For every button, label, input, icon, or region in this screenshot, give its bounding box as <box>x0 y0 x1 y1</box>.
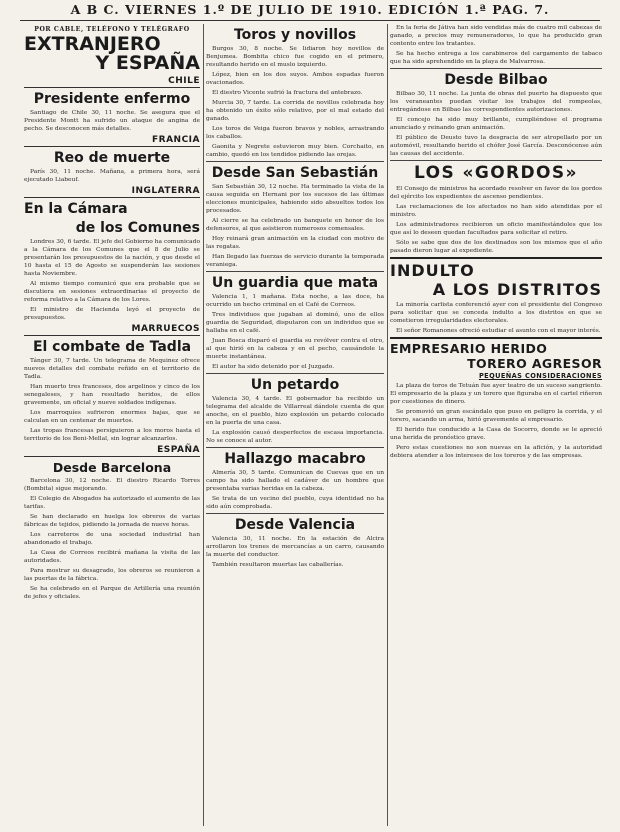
article-paragraph: Se trata de un vecino del pueblo, cuya identidad no ha sido aún comprobada. <box>206 496 384 510</box>
article-paragraph: Al mismo tiempo comunicó que era probable que se discutiera en sesiones extraordinarias el proyecto de reforma relativo a la Cámara de los Lores. <box>24 280 200 303</box>
article-paragraph: Las tropas francesas persiguieron a los moros hasta el territorio de los Beni-Mellal, sin lograr alcanzarlos. <box>24 427 200 442</box>
article-paragraph: Han muerto tres franceses, dos argelinos y cinco de los senegaleses, y han resultado heridos, de ellos gravemente, un oficial y nueve soldados indígenas. <box>24 383 200 406</box>
article-headline: TORERO AGRESOR <box>467 356 602 371</box>
article-headline: Toros y novillos <box>233 27 357 43</box>
article-headline: LOS «GORDOS» <box>414 163 578 183</box>
article-headline: Desde Bilbao <box>444 72 548 88</box>
divider <box>206 271 384 272</box>
article-headline: El combate de Tadla <box>32 338 192 355</box>
article-headline: En la Cámara <box>24 200 128 217</box>
article-paragraph: Burgos 30, 8 noche. Se lidiaron hoy novillos de Benjumea. Bombita chico fue cogido en el primero, resultando herido en el muslo izquierdo. <box>206 46 384 68</box>
article-headline: A LOS DISTRITOS <box>432 280 602 299</box>
article-paragraph: El señor Romanones ofreció estudiar el asunto con el mayor interés. <box>396 328 601 334</box>
country-label: INGLATERRA <box>24 186 200 198</box>
article-paragraph: El herido fue conducido a la Casa de Socorro, donde se le apreció una herida de pronóstico grave. <box>390 427 602 441</box>
divider <box>206 513 384 514</box>
column-regional-news <box>390 24 602 826</box>
article-paragraph: El autor ha sido detenido por el Juzgado. <box>212 364 335 370</box>
article-paragraph: El ministro de Hacienda leyó el proyecto de presupuestos. <box>24 306 200 321</box>
article-paragraph: También resultaron muertas las caballerías. <box>212 562 344 568</box>
agency-line: POR CABLE, TELÉFONO Y TELÉGRAFO <box>34 26 190 33</box>
article-paragraph: Hoy reinará gran animación en la ciudad con motivo de las regatas. <box>206 236 384 250</box>
article-paragraph: Sólo se sabe que dos de los destinados son los mismos que el año pasado dieron lugar al expediente. <box>390 240 602 254</box>
article-paragraph: Valencia 30, 11 noche. En la estación de Alcira arrollaron los trenes de mercancías a un carro, causando la muerte del conductor. <box>206 536 384 558</box>
column-foreign-news <box>24 24 200 826</box>
article-paragraph: El diestro Vicente sufrió la fractura del antebrazo. <box>212 90 363 96</box>
article-paragraph: Los administradores recibieron un oficio manifestándoles que los que así lo deseen quedan facultados para solicitar el retiro. <box>390 222 602 236</box>
article-paragraph: La Casa de Correos recibirá mañana la visita de las autoridades. <box>24 549 200 564</box>
column-rule <box>203 24 204 826</box>
article-paragraph: Para mostrar su desagrado, los obreros se reunieron a las puertas de la fábrica. <box>24 567 200 582</box>
article-paragraph: Murcia 30, 7 tarde. La corrida de novillos celebrada hoy ha obtenido un éxito sólo relativo, por el mal estado del ganado. <box>206 100 384 122</box>
article-paragraph: La plaza de toros de Tetuán fue ayer teatro de un suceso sangriento. El empresario de la plaza y un torero que figuraba en el cartel riñeron por cuestiones de dinero. <box>390 383 602 405</box>
country-label: MARRUECOS <box>24 324 200 336</box>
article-paragraph: Las reclamaciones de los afectados no han sido atendidas por el ministro. <box>390 204 602 218</box>
article-paragraph: Pero estas cuestiones no son nuevas en la afición, y la autoridad debiera atender a los intereses de los toreros y de las empresas. <box>390 445 602 459</box>
article-headline: Reo de muerte <box>53 149 171 166</box>
article-paragraph: Los toros de Veiga fueron bravos y nobles, arrastrando los caballos. <box>206 126 384 140</box>
divider <box>390 337 602 339</box>
article-subheadline: PEQUEÑAS CONSIDERACIONES <box>478 372 602 380</box>
article-paragraph: Barcelona 30, 12 noche. El diestro Ricardo Torres (Bombita) sigue mejorando. <box>24 477 200 492</box>
article-paragraph: Tánger 30, 7 tarde. Un telegrama de Mequinez ofrece nuevos detalles del combate reñido en el territorio de Tadla. <box>24 357 200 380</box>
article-headline: Presidente enfermo <box>33 90 191 107</box>
article-paragraph: París 30, 11 noche. Mañana, a primera hora, será ejecutado Liabeuf. <box>24 168 200 183</box>
article-paragraph: Se ha hecho entrega a los carabineros del cargamento de tabaco que ha sido aprehendido en la playa de Malvarrosa. <box>390 51 602 65</box>
article-paragraph: Los marroquíes sufrieron enormes bajas, que se calculan en un centenar de muertos. <box>24 409 200 424</box>
article-paragraph: Los carreteros de una sociedad industrial han abandonado el trabajo. <box>24 531 200 546</box>
article-paragraph: Bilbao 30, 11 noche. La junta de obras del puerto ha dispuesto que los veraneantes puedan visitar los trabajos del rompeolas, entregándose en Bilbao las correspondientes autorizaciones. <box>390 91 602 113</box>
divider <box>206 161 384 162</box>
section-title: Y ESPAÑA <box>95 52 200 75</box>
article-headline: Desde Valencia <box>234 517 356 533</box>
article-paragraph: El público de Deusto tuvo la desgracia de ser atropellado por un automóvil, resultando herido el chófer José García. Desconócense aún las causas del accidente. <box>390 135 602 157</box>
article-headline: Un petardo <box>250 377 340 393</box>
country-label: FRANCIA <box>24 135 200 147</box>
article-paragraph: Gaonita y Negrete estuvieron muy bien. Corchaito, en cambio, quedó en los tendidos pidiendo las orejas. <box>206 144 384 158</box>
country-label: CHILE <box>24 76 200 88</box>
divider <box>206 447 384 448</box>
column-national-news <box>206 24 384 826</box>
article-headline: de los Comunes <box>75 219 200 236</box>
column-rule <box>387 24 388 826</box>
article-paragraph: El concejo ha sido muy brillante, cumpliéndose el programa anunciado y reinando gran animación. <box>390 117 602 131</box>
article-paragraph: Se han declarado en huelga los obreros de varias fábricas de tejidos, pidiendo la jornada de nueve horas. <box>24 513 200 528</box>
article-paragraph: El Colegio de Abogados ha autorizado el aumento de las tarifas. <box>24 495 200 510</box>
article-paragraph: En la feria de Játiva han sido vendidas más de cuatro mil cabezas de ganado, a precios muy remuneradores, lo que ha producido gran contento entre los tratantes. <box>390 25 602 47</box>
article-paragraph: Han llegado las fuerzas de servicio durante la temporada veraniega. <box>206 254 384 268</box>
article-paragraph: Se promovió un gran escándalo que puso en peligro la corrida, y el torero, sacando un arma, hirió gravemente al empresario. <box>390 409 602 423</box>
divider <box>390 160 602 161</box>
article-paragraph: La explosión causó desperfectos de escasa importancia. No se conoce al autor. <box>206 430 384 444</box>
country-label: ESPAÑA <box>24 445 200 457</box>
article-paragraph: La minoría carlista conferenció ayer con el presidente del Congreso para solicitar que se conceda indulto a los distritos en que se cometieron irregularidades electorales. <box>390 302 602 324</box>
article-paragraph: Londres 30, 6 tarde. El jefe del Gobierno ha comunicado a la Cámara de los Comunes que el 8 de Julio se presentarán los presupuestos de la nación, y que desde el 10 hasta el 15 de Agosto se suspenderán las sesiones hasta Noviembre. <box>24 238 200 277</box>
article-paragraph: Almería 30, 5 tarde. Comunican de Cuevas que en un campo ha sido hallado el cadáver de un hombre que presentaba varias heridas en la cabeza. <box>206 470 384 492</box>
article-headline: Hallazgo macabro <box>224 451 366 467</box>
article-headline: INDULTO <box>390 261 475 280</box>
article-paragraph: Valencia 30, 4 tarde. El gobernador ha recibido un telegrama del alcalde de Villarreal dándole cuenta de que anoche, en el pueblo, hizo explosión un petardo colocado en la puerta de una casa. <box>206 396 384 426</box>
article-paragraph: Valencia 1, 1 mañana. Esta noche, a las doce, ha ocurrido un hecho criminal en el Café de Correos. <box>206 294 384 308</box>
article-headline: Desde San Sebastián <box>211 165 379 181</box>
article-paragraph: Tres individuos que jugaban al dominó, uno de ellos guardia de Seguridad, disputaron con un individuo que se hallaba en el café. <box>206 312 384 334</box>
divider <box>206 373 384 374</box>
article-paragraph: El Consejo de ministros ha acordado resolver en favor de los gordos del ejército los expedientes de ascenso pendientes. <box>390 186 602 200</box>
article-headline: Un guardia que mata <box>211 275 379 291</box>
divider <box>390 68 602 69</box>
article-paragraph: San Sebastián 30, 12 noche. Ha terminado la vista de la causa seguida en Hernani por los sucesos de las últimas elecciones municipales, habiendo sido absueltos todos los procesados. <box>206 184 384 214</box>
article-paragraph: Se ha celebrado en el Parque de Artillería una reunión de jefes y oficiales. <box>24 585 200 600</box>
article-paragraph: Santiago de Chile 30, 11 noche. Se asegura que el Presidente Montt ha sufrido un ataque de angina de pecho. Se desconocen más detalles. <box>24 109 200 132</box>
divider <box>390 257 602 259</box>
masthead: A B C. VIERNES 1.º DE JULIO DE 1910. EDICIÓN 1.ª PAG. 7. <box>20 2 600 21</box>
article-paragraph: López, bien en los dos suyos. Ambos espadas fueron ovacionados. <box>206 72 384 86</box>
article-headline: Desde Barcelona <box>52 459 172 475</box>
article-paragraph: Al cierre se ha celebrado un banquete en honor de los defensores, al que asistieron numerosos comensales. <box>206 218 384 232</box>
article-paragraph: Juan Bosca disparó el guardia su revólver contra el otro, al que hirió en la cabeza y en el pecho, causándole la muerte instantánea. <box>206 338 384 360</box>
article-headline: EMPRESARIO HERIDO <box>390 341 548 356</box>
section-title: EXTRANJERO <box>24 33 161 55</box>
